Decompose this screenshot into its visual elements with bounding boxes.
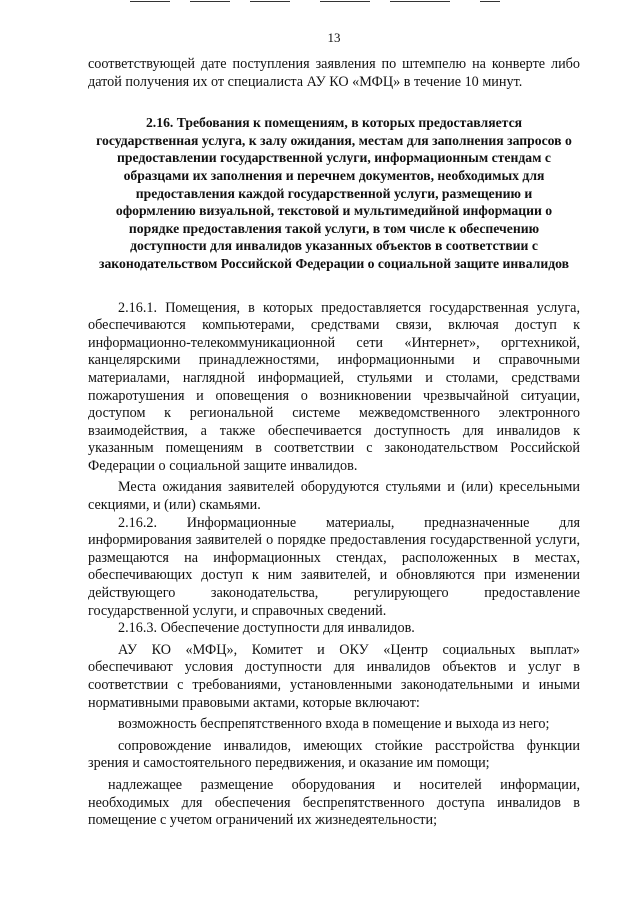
paragraph-providers: АУ КО «МФЦ», Комитет и ОКУ «Центр социальных выплат» обеспечивают условия доступности для инвалидов объектов и услуг в соответствии с требованиями, установленными законодательными и иными нормативными правовыми актами, которые включают:: [88, 641, 580, 711]
document-page: [88, 30, 580, 830]
list-item-entry: возможность беспрепятственного входа в помещение и выхода из него;: [118, 716, 550, 733]
page-number: 13: [327, 30, 341, 45]
section-heading: 2.16. Требования к помещениям, в которых предоставляется государственная услуга, к залу ожидания, местам для заполнения запросов о предоставлении государственной услуги, информационным стендам с образцами их заполнения и перечнем документов, необходимых для предоставления каждой государственной услуги, размещению и оформлению визуальной, текстовой и мультимедийной информации о порядке предоставления такой услуги, в том числе к обеспечению доступности для инвалидов указанных объектов в соответствии с законодательством Российской Федерации о социальной защите инвалидов: [96, 115, 572, 271]
scan-top-edge-lines: [0, 0, 640, 6]
paragraph-2-16-2: 2.16.2. Информационные материалы, предназначенные для информирования заявителей о порядке предоставления государственной услуги, размещаются на информационных стендах, расположенных в местах, обеспечивающих доступ к ним заявителей, и обновляются при изменении действующего законодательства, регулирующего предоставление государственной услуги, и справочных сведений.: [88, 514, 580, 619]
section-body: [88, 300, 580, 830]
paragraph-waiting-places: Места ожидания заявителей оборудуются стульями и (или) кресельными секциями, и (или) скамьями.: [88, 479, 580, 514]
intro-paragraph: соответствующей дате поступления заявления по штемпелю на конверте либо датой получения их от специалиста АУ КО «МФЦ» в течение 10 минут.: [88, 56, 580, 90]
paragraph-2-16-3: 2.16.3. Обеспечение доступности для инвалидов.: [118, 620, 415, 637]
list-item-equipment: надлежащее размещение оборудования и носителей информации, необходимых для обеспечения беспрепятственного доступа инвалидов в помещение с учетом ограничений их жизнедеятельности;: [88, 776, 580, 829]
list-item-escort: сопровождение инвалидов, имеющих стойкие расстройства функции зрения и самостоятельного передвижения, и оказание им помощи;: [88, 737, 580, 772]
paragraph-2-16-1: 2.16.1. Помещения, в которых предоставляется государственная услуга, обеспечиваются компьютерами, средствами связи, включая доступ к информационно-телекоммуникационной сети «Интернет», оргтехникой, канцелярскими принадлежностями, информационными и справочными материалами, наглядной информацией, стульями и столами, средствами пожаротушения и оповещения о возникновении чрезвычайной ситуации, доступом к региональной системе межведомственного электронного взаимодействия, а также обеспечивается доступность для инвалидов к указанным помещениям в соответствии с законодательством Российской Федерации о социальной защите инвалидов.: [88, 299, 580, 474]
